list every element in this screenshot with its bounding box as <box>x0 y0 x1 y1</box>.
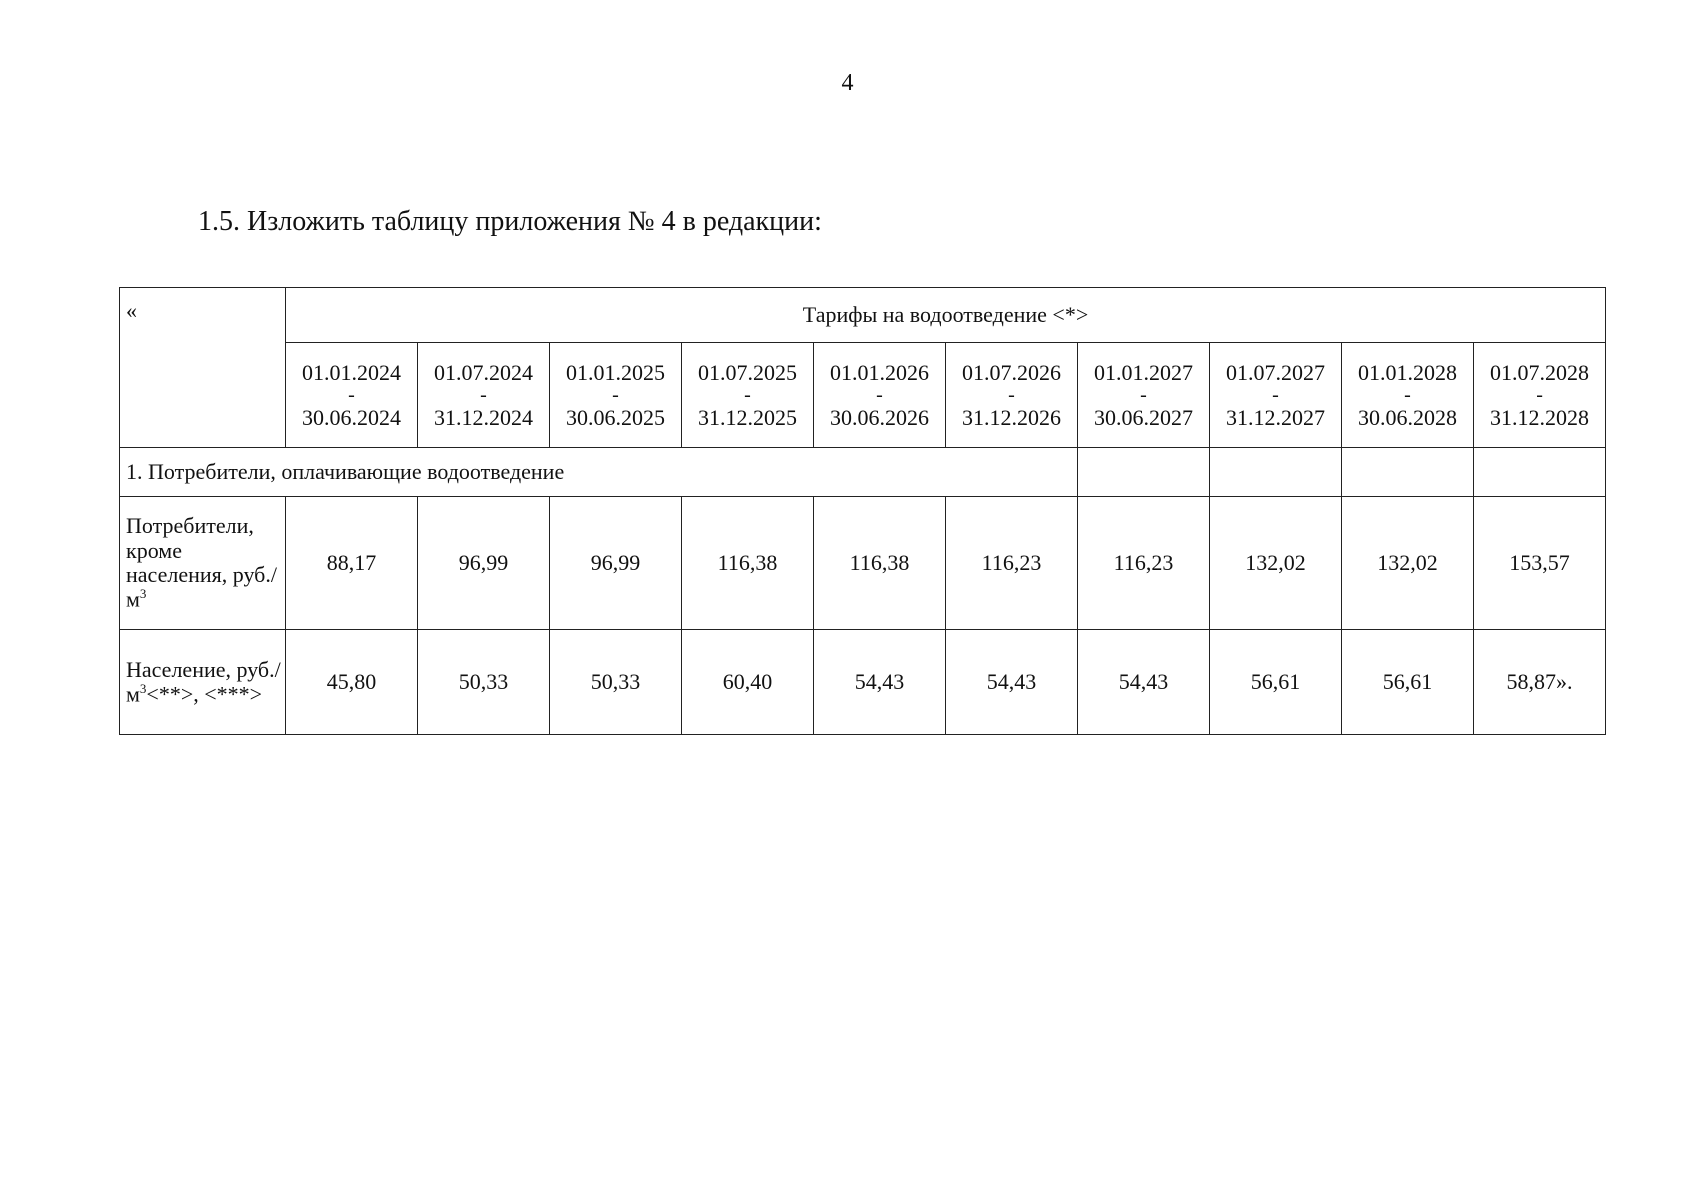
period-header-cell <box>1078 343 1210 448</box>
table-corner-cell: « <box>120 288 286 448</box>
tariff-value: 116,38 <box>814 497 946 630</box>
period-dash: - <box>1272 383 1279 406</box>
period-dash: - <box>1140 383 1147 406</box>
tariff-value: 88,17 <box>286 497 418 630</box>
table-row <box>120 630 1606 735</box>
period-header-row <box>120 343 1606 448</box>
period-dash: - <box>1404 383 1411 406</box>
period-end: 31.12.2027 <box>1226 404 1325 430</box>
tariff-value: 132,02 <box>1342 497 1474 630</box>
period-end: 30.06.2027 <box>1094 404 1193 430</box>
period-dash: - <box>1536 383 1543 406</box>
tariff-value: 116,23 <box>1078 497 1210 630</box>
period-start: 01.01.2025 <box>566 360 665 386</box>
row-label-tail: <**>, <***> <box>146 681 263 707</box>
tariff-value: 50,33 <box>550 630 682 735</box>
period-end: 31.12.2025 <box>698 404 797 430</box>
period-start: 01.07.2027 <box>1226 360 1325 386</box>
tariff-value: 54,43 <box>1078 630 1210 735</box>
period-dash: - <box>876 383 883 406</box>
period-end: 30.06.2025 <box>566 404 665 430</box>
period-header-cell <box>418 343 550 448</box>
period-start: 01.07.2025 <box>698 360 797 386</box>
empty-cell <box>1474 448 1606 497</box>
tariff-value: 96,99 <box>418 497 550 630</box>
table-main-header: Тарифы на водоотведение <*> <box>286 288 1606 343</box>
tariff-value: 96,99 <box>550 497 682 630</box>
table-row <box>120 497 1606 630</box>
tariff-table <box>119 287 1606 735</box>
period-end: 30.06.2024 <box>302 404 401 430</box>
period-start: 01.01.2026 <box>830 360 929 386</box>
period-end: 31.12.2028 <box>1490 404 1590 430</box>
section-label: 1. Потребители, оплачивающие водоотведение <box>120 448 1078 497</box>
period-header-cell <box>682 343 814 448</box>
period-start: 01.07.2024 <box>434 360 533 386</box>
period-dash: - <box>744 383 751 406</box>
period-dash: - <box>1008 383 1015 406</box>
tariff-value: 56,61 <box>1210 630 1342 735</box>
row-label <box>120 497 286 630</box>
empty-cell <box>1210 448 1342 497</box>
section-row <box>120 448 1606 497</box>
period-header-cell <box>1474 343 1606 448</box>
row-label-superscript: 3 <box>139 680 147 696</box>
period-start: 01.01.2024 <box>302 360 401 386</box>
page-number: 4 <box>841 70 854 96</box>
period-header-cell <box>1210 343 1342 448</box>
period-header-cell <box>550 343 682 448</box>
row-label-text: Потребители, кроме населения, руб./м <box>126 513 277 612</box>
period-header-cell <box>1342 343 1474 448</box>
period-dash: - <box>348 383 355 406</box>
period-end: 30.06.2026 <box>830 404 929 430</box>
period-header-cell <box>946 343 1078 448</box>
period-end: 31.12.2024 <box>434 404 533 430</box>
tariff-value: 132,02 <box>1210 497 1342 630</box>
tariff-value: 153,57 <box>1474 497 1606 630</box>
period-header-cell <box>286 343 418 448</box>
instruction-text: 1.5. Изложить таблицу приложения № 4 в редакции: <box>198 206 822 237</box>
row-label <box>120 630 286 735</box>
tariff-value: 56,61 <box>1342 630 1474 735</box>
period-header-cell <box>814 343 946 448</box>
tariff-value: 54,43 <box>814 630 946 735</box>
period-dash: - <box>480 383 487 406</box>
tariff-value: 45,80 <box>286 630 418 735</box>
period-start: 01.07.2028 <box>1490 360 1590 386</box>
period-start: 01.01.2027 <box>1094 360 1193 386</box>
period-start: 01.07.2026 <box>962 360 1061 386</box>
period-end: 31.12.2026 <box>962 404 1061 430</box>
tariff-value: 116,23 <box>946 497 1078 630</box>
period-start: 01.01.2028 <box>1358 360 1457 386</box>
tariff-value: 60,40 <box>682 630 814 735</box>
tariff-value: 58,87». <box>1474 630 1606 735</box>
tariff-value: 54,43 <box>946 630 1078 735</box>
period-end: 30.06.2028 <box>1358 404 1457 430</box>
period-dash: - <box>612 383 619 406</box>
tariff-value: 50,33 <box>418 630 550 735</box>
empty-cell <box>1342 448 1474 497</box>
empty-cell <box>1078 448 1210 497</box>
row-label-text: Население, руб./м <box>126 656 281 707</box>
row-label-superscript: 3 <box>139 586 147 602</box>
tariff-value: 116,38 <box>682 497 814 630</box>
